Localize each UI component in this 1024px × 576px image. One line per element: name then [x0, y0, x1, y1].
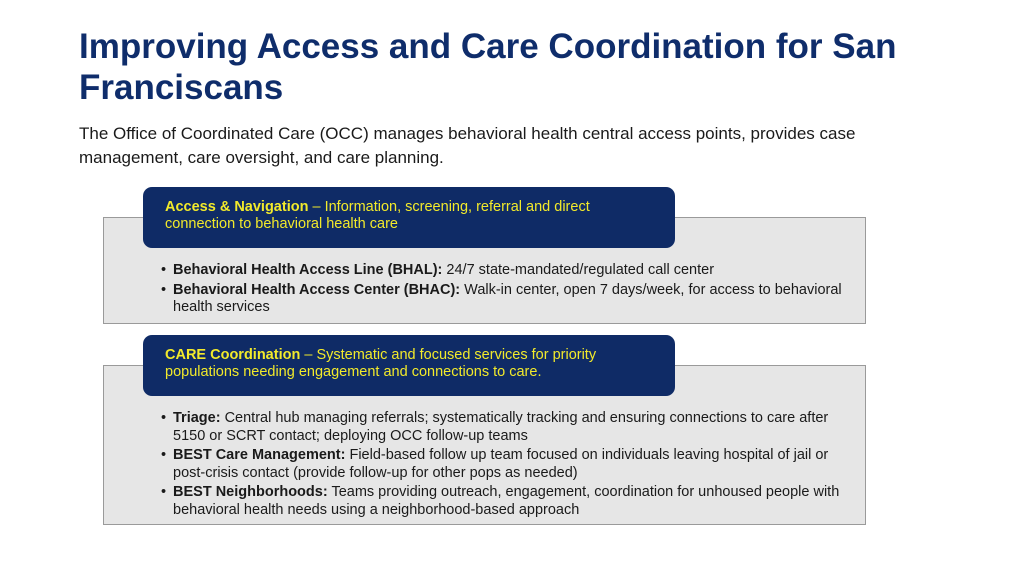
item-text: Walk-in center, open 7 days/week, for access to behavioral health services	[173, 281, 842, 315]
bullet-icon: •	[161, 447, 167, 463]
bullet-icon: •	[161, 262, 167, 278]
list-item	[161, 262, 851, 280]
section-header-title: CARE Coordination	[165, 347, 301, 363]
care-coordination-list	[161, 410, 851, 521]
bullet-icon: •	[161, 484, 167, 500]
page-title: Improving Access and Care Coordination for San Franciscans	[79, 27, 897, 107]
item-title: Behavioral Health Access Line (BHAL):	[173, 262, 443, 278]
item-text: 24/7 state-mandated/regulated call center	[442, 262, 715, 278]
section-header-description: – Information, screening, referral and direct connection to behavioral health care	[165, 199, 590, 232]
page-subtitle: The Office of Coordinated Care (OCC) manages behavioral health central access points, provides case management, care oversight, and care planning.	[79, 124, 856, 167]
item-text: Central hub managing referrals; systematically tracking and ensuring connections to care after 5150 or SCRT contact; deploying OCC follow-up teams	[173, 410, 829, 444]
list-item	[161, 447, 851, 482]
item-title: Triage:	[173, 410, 221, 426]
care-coordination-header	[143, 335, 675, 396]
item-title: Behavioral Health Access Center (BHAC):	[173, 281, 461, 298]
list-item	[161, 282, 851, 317]
access-navigation-header	[143, 187, 675, 248]
section-header-title: Access & Navigation	[165, 199, 309, 215]
item-title: BEST Neighborhoods:	[173, 484, 328, 500]
item-text: Teams providing outreach, engagement, coordination for unhoused people with behavioral health needs using a neighborhood-based approach	[173, 484, 840, 518]
bullet-icon: •	[161, 281, 167, 298]
bullet-icon: •	[161, 410, 167, 426]
item-title: BEST Care Management:	[173, 447, 346, 463]
access-navigation-list	[161, 262, 851, 319]
item-text: Field-based follow up team focused on individuals leaving hospital of jail or post-crisis contact (provide follow-up for other pops as needed)	[173, 447, 829, 481]
list-item	[161, 410, 851, 445]
section-header-description: – Systematic and focused services for priority populations needing engagement and connections to care.	[165, 347, 597, 380]
list-item	[161, 484, 851, 519]
